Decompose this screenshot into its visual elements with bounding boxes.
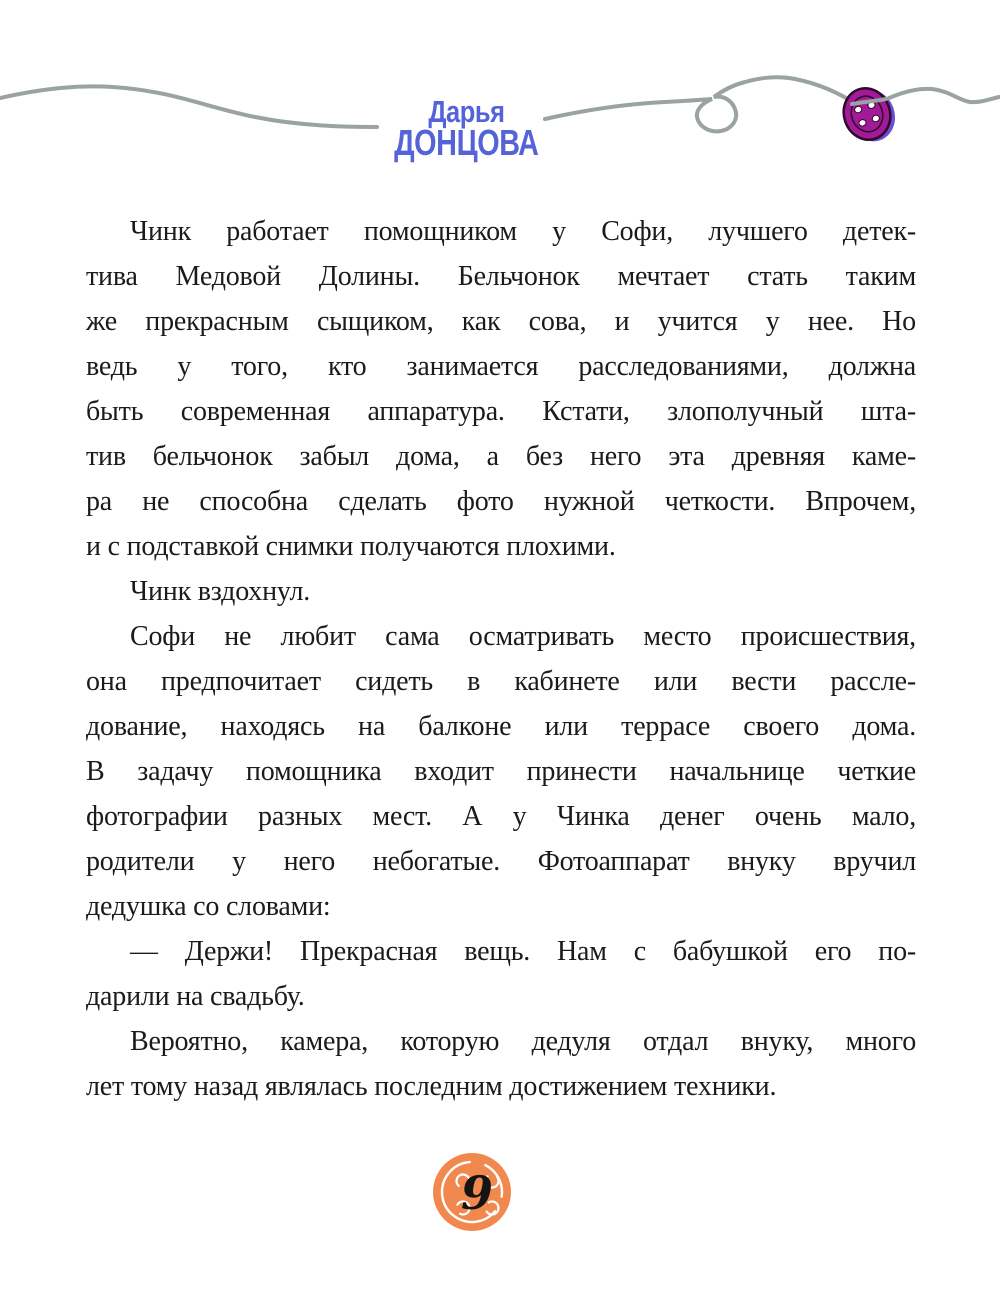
text-line: тив бельчонок забыл дома, а без него эта древняя каме- xyxy=(86,441,916,472)
text-line: Софи не любит сама осматривать место происшествия, xyxy=(130,621,916,652)
text-line: Чинк вздохнул. xyxy=(130,576,311,607)
author-first-name: Дарья xyxy=(427,94,505,129)
text-line: Чинк работает помощником у Софи, лучшего детек- xyxy=(130,216,916,247)
author-last-name: ДОНЦОВА xyxy=(393,122,539,163)
text-line: фотографии разных мест. А у Чинка денег очень мало, xyxy=(86,801,916,832)
body-text xyxy=(86,209,916,1109)
text-line: дедушка со словами: xyxy=(86,891,331,922)
text-line: дарили на свадьбу. xyxy=(86,981,305,1012)
page-number: 9 xyxy=(460,1166,494,1220)
page-number-button-icon xyxy=(425,1145,520,1240)
text-line: В задачу помощника входит принести начальнице четкие xyxy=(86,756,916,787)
text-line: родители у него небогатые. Фотоаппарат внуку вручил xyxy=(86,846,916,877)
text-line: ра не способна сделать фото нужной четкости. Впрочем, xyxy=(86,486,916,517)
text-line: Вероятно, камера, которую дедуля отдал внуку, много xyxy=(130,1026,916,1057)
text-line: дование, находясь на балконе или террасе своего дома. xyxy=(86,711,916,742)
text-line: она предпочитает сидеть в кабинете или вести рассле- xyxy=(86,666,916,697)
text-line: и с подставкой снимки получаются плохими. xyxy=(86,531,616,562)
text-line: — Держи! Прекрасная вещь. Нам с бабушкой его по- xyxy=(130,936,916,967)
text-line: ведь у того, кто занимается расследованиями, должна xyxy=(86,351,916,382)
text-line: тива Медовой Долины. Бельчонок мечтает стать таким xyxy=(86,261,916,292)
author-name xyxy=(0,94,932,163)
text-line: же прекрасным сыщиком, как сова, и учится у нее. Но xyxy=(86,306,916,337)
text-line: быть современная аппаратура. Кстати, злополучный шта- xyxy=(86,396,916,427)
text-line: лет тому назад являлась последним достижением техники. xyxy=(86,1071,777,1102)
